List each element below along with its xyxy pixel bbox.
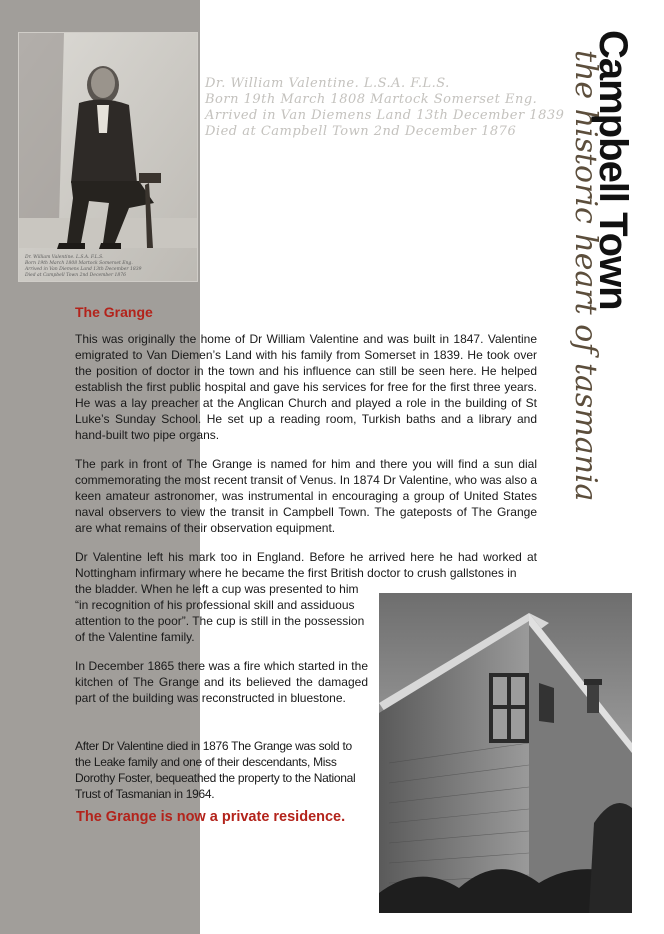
- portrait-photo: [18, 32, 198, 282]
- handwritten-note: Dr. William Valentine. L.S.A. F.L.S. Born 19th March 1808 Martock Somerset Eng. Arrived in Van Diemens Land 13th December 1839 Died at Campbell Town 2nd December 1876: [205, 76, 565, 139]
- grange-building-photo: [379, 593, 632, 913]
- portrait-figure-image: [19, 33, 197, 281]
- paragraph-sale: After Dr Valentine died in 1876 The Grange was sold to the Leake family and one of their descendants, Miss Dorothy Foster, bequeathed the property to the National Trust of Tasmanian in 1964.: [75, 739, 356, 801]
- paragraph-park: The park in front of The Grange is named for him and there you will find a sun dial commemorating the most recent transit of Venus. In 1874 Dr Valentine, who was also a keen amateur astronomer, was instrumental in encouraging a group of United States naval observers to view the transit in Campbell Town. The gateposts of The Grange are what remains of their observation equipment.: [75, 457, 538, 535]
- paragraph-history: This was originally the home of Dr William Valentine and was built in 1847. Valentine emigrated to Van Diemen’s Land with his family from Somerset in 1839. He took over the position of doctor in the town and his influence can still be seen here. He helped establish the first public hospital and gave his services for free for the first three years. He was a lay preacher at the Anglican Church and played a role in the building of St Luke’s Sunday School. He set up a reading room, Turkish baths and a library and hand-built two pipe organs.: [75, 332, 537, 442]
- brand-title: Campbell Town: [591, 30, 635, 310]
- section-heading: The Grange: [75, 304, 153, 320]
- portrait-caption: Dr. William Valentine. L.S.A. F.L.S. Born 19th March 1808 Martock Somerset Eng. Arrived in Van Diemens Land 13th December 1839 Died at Campbell Town 2nd December 1876: [25, 255, 142, 278]
- paragraph-england: Dr Valentine left his mark too in England. Before he arrived here he had worked at Nottingham infirmary where he became the first British doctor to crush gallstones in: [75, 550, 537, 580]
- brand-tagline: the historic heart of tasmania: [568, 50, 603, 502]
- paragraph-fire: In December 1865 there was a fire which started in the kitchen of The Grange and its believed the damaged part of the building was reconstructed in bluestone.: [75, 659, 368, 705]
- grange-building-image: [379, 593, 632, 913]
- paragraph-cup: the bladder. When he left a cup was presented to him “in recognition of his professional skill and assiduous attention to the poor”. The cup is still in the possession of the Valentine family.: [75, 582, 365, 644]
- closing-note: The Grange is now a private residence.: [76, 809, 346, 825]
